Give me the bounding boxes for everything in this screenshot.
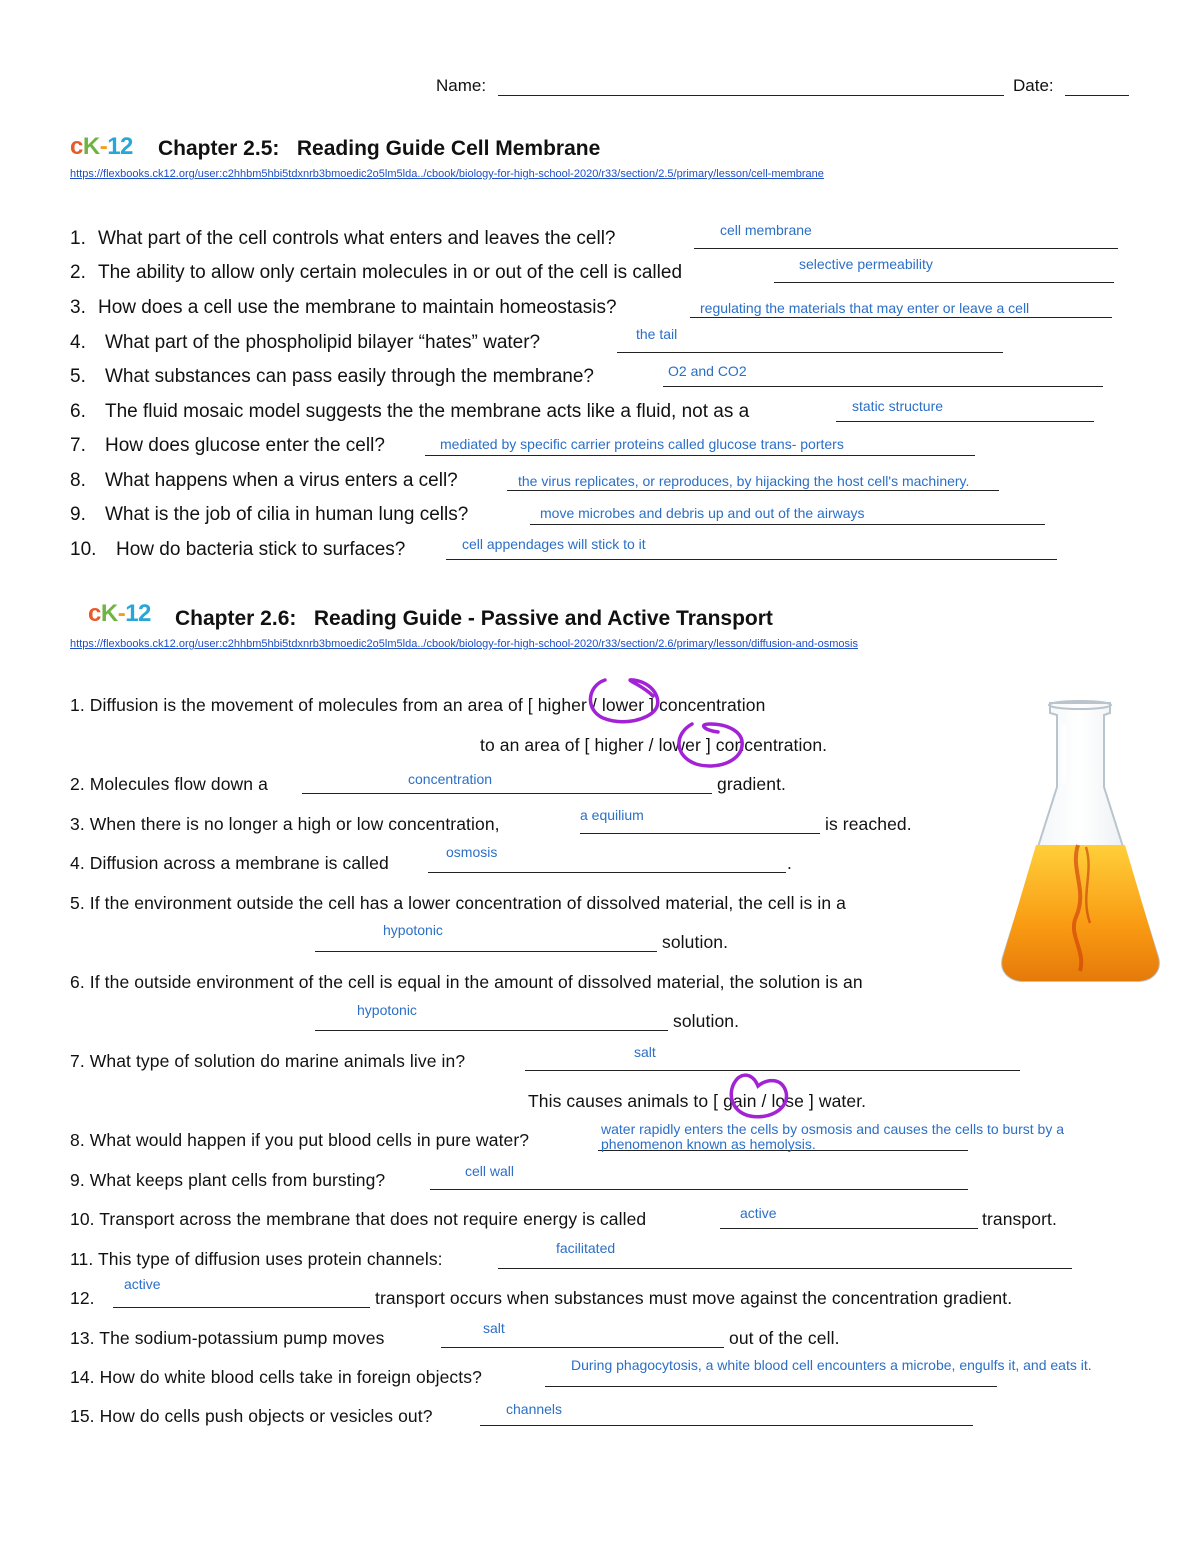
q15-answer-line[interactable] bbox=[480, 1425, 973, 1426]
s1-answer-2: selective permeability bbox=[799, 256, 933, 272]
question-number: 7. bbox=[70, 435, 86, 456]
q6-answer-line[interactable] bbox=[315, 1030, 668, 1031]
q4-post: . bbox=[787, 853, 792, 873]
q13-answer-line[interactable] bbox=[441, 1347, 724, 1348]
s1-question-6 bbox=[70, 401, 749, 423]
question-text: What substances can pass easily through the membrane? bbox=[105, 366, 594, 387]
s1-answer-line-5[interactable] bbox=[663, 386, 1103, 387]
question-number: 1. bbox=[70, 228, 86, 249]
s1-answer-4: the tail bbox=[636, 326, 678, 342]
q4-answer-line[interactable] bbox=[428, 872, 786, 873]
name-field[interactable] bbox=[498, 95, 1004, 96]
q14-answer-line[interactable] bbox=[545, 1386, 997, 1387]
s1-answer-line-2[interactable] bbox=[774, 282, 1114, 283]
q3-answer: a equilium bbox=[580, 807, 644, 823]
s1-question-9 bbox=[70, 504, 468, 526]
q1b-text: to an area of [ higher / lower ] concentration. bbox=[480, 735, 828, 755]
q12-num: 12. bbox=[70, 1288, 95, 1308]
s1-question-7 bbox=[70, 435, 385, 457]
chapter-title-2-6: Chapter 2.6: Reading Guide - Passive and Active Transport bbox=[175, 607, 773, 630]
q5-answer-line[interactable] bbox=[315, 951, 657, 952]
s1-answer-line-7[interactable] bbox=[425, 455, 975, 456]
s1-answer-10: cell appendages will stick to it bbox=[462, 536, 646, 552]
question-text: The ability to allow only certain molecules in or out of the cell is called bbox=[98, 262, 683, 283]
q12-answer: active bbox=[124, 1276, 161, 1292]
q4-text: 4. Diffusion across a membrane is called bbox=[70, 853, 389, 873]
q11-answer: facilitated bbox=[556, 1240, 616, 1256]
q12-answer-line[interactable] bbox=[113, 1307, 370, 1308]
q15-text: 15. How do cells push objects or vesicles out? bbox=[70, 1406, 433, 1426]
circle-mark-higher bbox=[583, 674, 667, 726]
s1-answer-7: mediated by specific carrier proteins called glucose trans- porters bbox=[440, 436, 844, 452]
ck12-logo-2: cK-12 bbox=[88, 600, 151, 627]
date-label: Date: bbox=[1013, 76, 1054, 95]
q3-answer-line[interactable] bbox=[580, 833, 820, 834]
circle-mark-lower bbox=[668, 716, 752, 772]
s1-answer-line-9[interactable] bbox=[530, 524, 1045, 525]
chapter-title-2-5: Chapter 2.5: Reading Guide Cell Membrane bbox=[158, 137, 601, 160]
q2-text: 2. Molecules flow down a bbox=[70, 774, 268, 794]
s1-answer-line-10[interactable] bbox=[446, 559, 1057, 560]
q15-answer: channels bbox=[506, 1401, 563, 1417]
date-field[interactable] bbox=[1065, 95, 1129, 96]
q13-post: out of the cell. bbox=[729, 1328, 840, 1348]
q9-answer: cell wall bbox=[465, 1163, 515, 1179]
s1-question-1 bbox=[70, 228, 616, 250]
q5-text: 5. If the environment outside the cell has a lower concentration of dissolved material, the cell is in a bbox=[70, 893, 846, 913]
flask-illustration bbox=[998, 695, 1163, 985]
q14-text: 14. How do white blood cells take in foreign objects? bbox=[70, 1367, 482, 1387]
question-text: What part of the phospholipid bilayer “hates” water? bbox=[105, 332, 541, 353]
question-number: 8. bbox=[70, 470, 86, 491]
s1-answer-line-3[interactable] bbox=[690, 317, 1112, 318]
s1-answer-line-6[interactable] bbox=[836, 421, 1094, 422]
q10-post: transport. bbox=[982, 1209, 1057, 1229]
question-text: The fluid mosaic model suggests the the membrane acts like a fluid, not as a bbox=[105, 401, 750, 422]
q13-text: 13. The sodium-potassium pump moves bbox=[70, 1328, 385, 1348]
name-label: Name: bbox=[436, 76, 487, 95]
q7b-text: This causes animals to [ gain / lose ] water. bbox=[528, 1091, 867, 1111]
q13-answer: salt bbox=[483, 1320, 505, 1336]
q2-post: gradient. bbox=[717, 774, 787, 794]
s1-answer-line-8[interactable] bbox=[507, 490, 999, 491]
ck12-logo: cK-12 bbox=[70, 133, 133, 160]
s1-answer-9: move microbes and debris up and out of the airways bbox=[540, 505, 865, 521]
s1-question-3 bbox=[70, 297, 617, 319]
q8-text: 8. What would happen if you put blood cells in pure water? bbox=[70, 1130, 530, 1150]
q11-text: 11. This type of diffusion uses protein channels: bbox=[70, 1249, 443, 1269]
q5-answer: hypotonic bbox=[383, 922, 443, 938]
s1-answer-8: the virus replicates, or reproduces, by hijacking the host cell's machinery. bbox=[518, 473, 970, 489]
q7-answer: salt bbox=[634, 1044, 656, 1060]
q10-answer: active bbox=[740, 1205, 777, 1221]
circle-mark-gain bbox=[724, 1066, 794, 1122]
question-number: 6. bbox=[70, 401, 86, 422]
chapter-2-6-link[interactable]: https://flexbooks.ck12.org/user:c2hhbm5hbi5tdxnrb3bmoedic2o5lm5lda../cbook/biology-for-high-school-2020/r33/section/2.6/primary/lesson/diffusion-and-osmosis bbox=[70, 638, 858, 650]
question-text: How does glucose enter the cell? bbox=[105, 435, 385, 456]
q6-answer: hypotonic bbox=[357, 1002, 417, 1018]
s1-question-5 bbox=[70, 366, 594, 388]
q10-answer-line[interactable] bbox=[720, 1228, 978, 1229]
q6-text: 6. If the outside environment of the cell is equal in the amount of dissolved material, the solution is an bbox=[70, 972, 863, 992]
question-number: 9. bbox=[70, 504, 86, 525]
q4-answer: osmosis bbox=[446, 844, 498, 860]
question-text: What part of the cell controls what enters and leaves the cell? bbox=[98, 228, 616, 249]
q12-post: transport occurs when substances must move against the concentration gradient. bbox=[375, 1288, 1013, 1308]
s1-question-4 bbox=[70, 332, 540, 354]
q1a-text: 1. Diffusion is the movement of molecules from an area of [ higher / lower ] concentration bbox=[70, 695, 766, 715]
question-number: 3. bbox=[70, 297, 86, 318]
q14-answer: During phagocytosis, a white blood cell encounters a microbe, engulfs it, and eats it. bbox=[571, 1357, 1092, 1373]
q3-post: is reached. bbox=[825, 814, 912, 834]
q11-answer-line[interactable] bbox=[498, 1268, 1072, 1269]
question-number: 5. bbox=[70, 366, 86, 387]
q2-answer: concentration bbox=[408, 771, 493, 787]
question-text: How does a cell use the membrane to maintain homeostasis? bbox=[98, 297, 617, 318]
s1-question-8 bbox=[70, 470, 458, 492]
chapter-2-5-link[interactable]: https://flexbooks.ck12.org/user:c2hhbm5hbi5tdxnrb3bmoedic2o5lm5lda../cbook/biology-for-high-school-2020/r33/section/2.5/primary/lesson/cell-membrane bbox=[70, 168, 824, 180]
s1-answer-5: O2 and CO2 bbox=[668, 363, 747, 379]
question-text: What happens when a virus enters a cell? bbox=[105, 470, 458, 491]
q2-answer-line[interactable] bbox=[302, 793, 712, 794]
question-number: 4. bbox=[70, 332, 86, 353]
q6-post: solution. bbox=[673, 1011, 740, 1031]
s1-question-10 bbox=[70, 539, 405, 561]
q8-answer-line1: water rapidly enters the cells by osmosis and causes the cells to burst by a bbox=[601, 1121, 1064, 1137]
s1-answer-6: static structure bbox=[852, 398, 944, 414]
q5-post: solution. bbox=[662, 932, 729, 952]
question-number: 10. bbox=[70, 539, 97, 560]
q10-text: 10. Transport across the membrane that does not require energy is called bbox=[70, 1209, 647, 1229]
q3-text: 3. When there is no longer a high or low concentration, bbox=[70, 814, 500, 834]
q7-text: 7. What type of solution do marine animals live in? bbox=[70, 1051, 466, 1071]
s1-answer-1: cell membrane bbox=[720, 222, 812, 238]
s1-question-2 bbox=[70, 262, 682, 284]
question-number: 2. bbox=[70, 262, 86, 283]
s1-answer-3: regulating the materials that may enter or leave a cell bbox=[700, 300, 1030, 316]
q8-answer-line2: phenomenon known as hemolysis. bbox=[601, 1136, 816, 1152]
q9-text: 9. What keeps plant cells from bursting? bbox=[70, 1170, 386, 1190]
q9-answer-line[interactable] bbox=[430, 1189, 968, 1190]
question-text: How do bacteria stick to surfaces? bbox=[116, 539, 406, 560]
s1-answer-line-1[interactable] bbox=[694, 248, 1118, 249]
question-text: What is the job of cilia in human lung cells? bbox=[105, 504, 469, 525]
s1-answer-line-4[interactable] bbox=[617, 352, 1003, 353]
